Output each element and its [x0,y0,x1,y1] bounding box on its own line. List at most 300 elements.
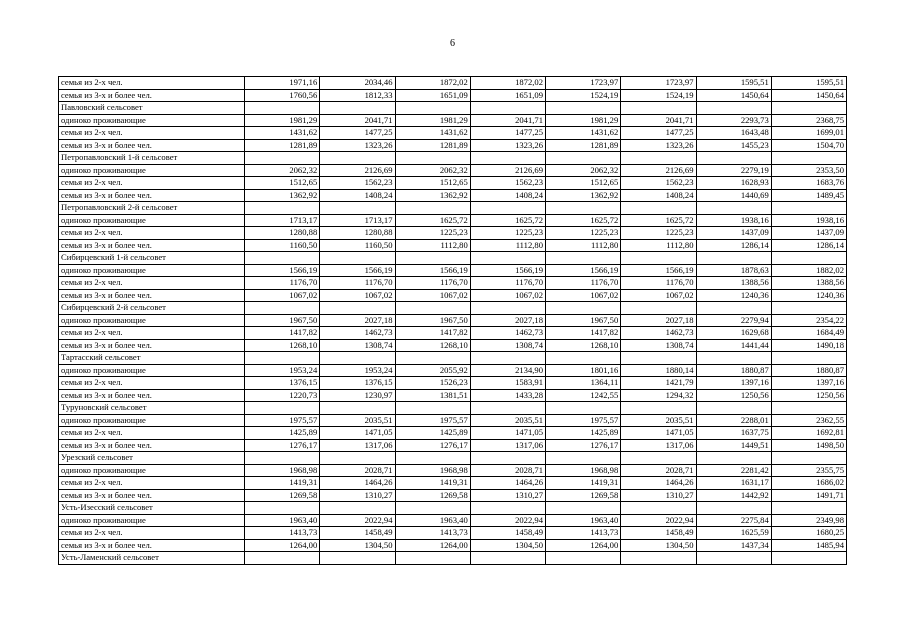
table-cell: 2126,69 [621,164,696,177]
table-cell: 1975,57 [546,414,621,427]
row-label: семья из 2-х чел. [59,277,245,290]
table-cell: 1225,23 [621,227,696,240]
table-row [59,89,847,102]
table-cell [395,202,470,215]
table-cell: 1276,17 [395,439,470,452]
row-label: семья из 2-х чел. [59,77,245,90]
table-cell: 1963,40 [546,514,621,527]
table-cell: 1637,75 [696,427,771,440]
table-cell [546,152,621,165]
table-cell: 1981,29 [395,114,470,127]
table-cell: 1419,31 [546,477,621,490]
table-cell [696,502,771,515]
section-row [59,402,847,415]
table-cell: 1376,15 [320,377,395,390]
table-cell [245,252,320,265]
table-cell: 2288,01 [696,414,771,427]
table-cell: 2027,18 [320,314,395,327]
table-cell: 1268,10 [546,339,621,352]
table-cell: 1176,70 [546,277,621,290]
table-cell: 1450,64 [696,89,771,102]
table-cell: 1878,63 [696,264,771,277]
table-cell: 1471,05 [320,427,395,440]
section-row [59,352,847,365]
table-cell [696,152,771,165]
table-cell: 1276,17 [245,439,320,452]
table-cell [470,552,545,565]
row-label: семья из 3-х и более чел. [59,439,245,452]
row-label: одиноко проживающие [59,264,245,277]
table-cell: 1462,73 [320,327,395,340]
table-cell [245,152,320,165]
table-cell: 1880,14 [621,364,696,377]
table-cell: 2355,75 [771,464,846,477]
table-cell: 2022,94 [470,514,545,527]
table-cell [771,202,846,215]
table-cell: 1264,00 [245,539,320,552]
table-cell: 1449,51 [696,439,771,452]
table-cell: 1455,23 [696,139,771,152]
table-cell [245,402,320,415]
table-cell: 1562,23 [621,177,696,190]
tariff-table [58,76,847,565]
table-row [59,164,847,177]
table-cell: 1408,24 [470,189,545,202]
table-cell: 2041,71 [320,114,395,127]
table-row [59,114,847,127]
table-cell: 1464,26 [470,477,545,490]
table-cell: 2293,73 [696,114,771,127]
table-cell: 1376,15 [245,377,320,390]
table-cell: 1464,26 [320,477,395,490]
table-cell: 1310,27 [320,489,395,502]
table-cell: 1281,89 [395,139,470,152]
table-cell: 2126,69 [470,164,545,177]
table-cell: 1176,70 [621,277,696,290]
table-cell [546,352,621,365]
table-cell: 1425,89 [395,427,470,440]
table-cell: 1512,65 [546,177,621,190]
row-label: семья из 3-х и более чел. [59,289,245,302]
table-cell [696,202,771,215]
table-cell: 1450,64 [771,89,846,102]
row-label: семья из 2-х чел. [59,427,245,440]
table-cell: 1458,49 [320,527,395,540]
table-cell: 1686,02 [771,477,846,490]
table-cell: 1595,51 [771,77,846,90]
table-cell: 2027,18 [621,314,696,327]
table-cell [320,352,395,365]
table-cell: 1975,57 [395,414,470,427]
section-label: Павловский сельсовет [59,102,245,115]
table-cell [771,302,846,315]
table-cell: 1566,19 [546,264,621,277]
table-cell: 2368,75 [771,114,846,127]
table-cell [621,302,696,315]
table-cell: 2279,94 [696,314,771,327]
table-cell: 1417,82 [546,327,621,340]
table-cell: 1477,25 [470,127,545,140]
table-cell [470,302,545,315]
table-cell [470,402,545,415]
table-cell: 1872,02 [470,77,545,90]
table-cell [546,502,621,515]
table-cell: 1512,65 [245,177,320,190]
table-cell: 1160,50 [245,239,320,252]
table-cell: 1388,56 [696,277,771,290]
table-cell [470,452,545,465]
table-cell: 1625,72 [546,214,621,227]
table-cell: 1442,92 [696,489,771,502]
row-label: семья из 2-х чел. [59,477,245,490]
table-cell [621,102,696,115]
section-row [59,552,847,565]
table-cell: 1308,74 [320,339,395,352]
table-cell: 1491,71 [771,489,846,502]
table-cell [546,202,621,215]
table-cell: 1067,02 [621,289,696,302]
table-cell: 1281,89 [546,139,621,152]
table-cell: 1112,80 [621,239,696,252]
table-cell [320,252,395,265]
table-cell: 1381,51 [395,389,470,402]
table-cell: 1308,74 [470,339,545,352]
table-cell: 1176,70 [245,277,320,290]
table-cell [395,502,470,515]
table-cell: 1981,29 [245,114,320,127]
table-cell: 1419,31 [395,477,470,490]
table-cell [696,252,771,265]
table-cell: 1276,17 [546,439,621,452]
table-cell: 2126,69 [320,164,395,177]
table-cell: 1250,56 [696,389,771,402]
table-cell: 1250,56 [771,389,846,402]
table-cell: 1323,26 [621,139,696,152]
table-cell [546,102,621,115]
table-cell [395,102,470,115]
table-cell: 1067,02 [245,289,320,302]
table-cell: 1413,73 [245,527,320,540]
table-cell: 1458,49 [621,527,696,540]
table-cell: 1882,02 [771,264,846,277]
table-cell: 1953,24 [245,364,320,377]
table-cell [245,502,320,515]
table-cell: 1433,28 [470,389,545,402]
table-row [59,489,847,502]
table-cell: 1971,16 [245,77,320,90]
table-row [59,539,847,552]
table-cell: 1176,70 [320,277,395,290]
table-cell: 1431,62 [245,127,320,140]
table-cell: 1264,00 [395,539,470,552]
row-label: одиноко проживающие [59,414,245,427]
table-body [59,77,847,565]
table-cell [470,352,545,365]
table-cell: 1625,72 [470,214,545,227]
table-cell: 1280,88 [245,227,320,240]
row-label: семья из 3-х и более чел. [59,489,245,502]
table-cell [771,252,846,265]
table-cell [320,302,395,315]
table-cell [320,102,395,115]
table-cell: 1498,50 [771,439,846,452]
table-cell: 2055,92 [395,364,470,377]
table-cell: 1699,01 [771,127,846,140]
table-cell: 1625,72 [621,214,696,227]
row-label: семья из 3-х и более чел. [59,339,245,352]
page-number: 6 [450,38,455,49]
table-cell: 1566,19 [245,264,320,277]
table-cell: 1067,02 [546,289,621,302]
table-cell: 1310,27 [621,489,696,502]
table-row [59,389,847,402]
table-cell: 1562,23 [470,177,545,190]
table-cell: 2022,94 [320,514,395,527]
row-label: семья из 3-х и более чел. [59,389,245,402]
table-cell [470,502,545,515]
table-cell: 1880,87 [696,364,771,377]
table-cell: 1651,09 [470,89,545,102]
table-cell: 1566,19 [320,264,395,277]
table-cell [621,352,696,365]
table-cell: 1683,76 [771,177,846,190]
table-cell: 1308,74 [621,339,696,352]
table-cell: 1489,45 [771,189,846,202]
table-cell: 1938,16 [771,214,846,227]
table-cell: 1264,00 [546,539,621,552]
table-cell: 1872,02 [395,77,470,90]
table-cell: 1760,56 [245,89,320,102]
table-cell: 2034,46 [320,77,395,90]
table-cell: 1462,73 [470,327,545,340]
table-cell: 2062,32 [395,164,470,177]
table-cell: 1286,14 [771,239,846,252]
table-cell: 1566,19 [470,264,545,277]
table-cell: 1176,70 [395,277,470,290]
table-row [59,239,847,252]
table-cell [470,152,545,165]
table-cell [470,252,545,265]
section-row [59,502,847,515]
table-row [59,427,847,440]
table-cell [621,402,696,415]
table-cell: 2134,90 [470,364,545,377]
row-label: одиноко проживающие [59,164,245,177]
table-cell: 1526,23 [395,377,470,390]
table-cell: 1425,89 [245,427,320,440]
table-cell: 1425,89 [546,427,621,440]
table-cell: 1471,05 [621,427,696,440]
table-row [59,139,847,152]
table-row [59,214,847,227]
table-cell: 1562,23 [320,177,395,190]
section-label: Туруновский сельсовет [59,402,245,415]
table-cell: 1631,17 [696,477,771,490]
table-cell: 1225,23 [395,227,470,240]
table-cell: 1504,70 [771,139,846,152]
table-cell: 1112,80 [470,239,545,252]
table-cell: 1317,06 [621,439,696,452]
table-cell: 1953,24 [320,364,395,377]
table-row [59,514,847,527]
table-cell [696,352,771,365]
table-cell: 1242,55 [546,389,621,402]
section-row [59,452,847,465]
row-label: семья из 2-х чел. [59,327,245,340]
table-cell [621,202,696,215]
table-cell: 1286,14 [696,239,771,252]
section-label: Урезский сельсовет [59,452,245,465]
table-cell: 1112,80 [546,239,621,252]
row-label: одиноко проживающие [59,314,245,327]
table-cell: 2281,42 [696,464,771,477]
table-cell: 1566,19 [395,264,470,277]
table-cell: 1583,91 [470,377,545,390]
table-row [59,477,847,490]
table-cell: 1413,73 [546,527,621,540]
table-cell: 1938,16 [696,214,771,227]
table-row [59,77,847,90]
table-cell: 1225,23 [470,227,545,240]
table-cell: 1437,09 [771,227,846,240]
row-label: семья из 3-х и более чел. [59,239,245,252]
table-cell [320,402,395,415]
table-cell: 1458,49 [470,527,545,540]
table-cell: 2062,32 [245,164,320,177]
table-cell: 1408,24 [621,189,696,202]
row-label: семья из 2-х чел. [59,227,245,240]
table-cell: 1397,16 [696,377,771,390]
table-cell: 1240,36 [696,289,771,302]
table-row [59,289,847,302]
table-row [59,439,847,452]
table-cell: 1317,06 [320,439,395,452]
table-cell: 2362,55 [771,414,846,427]
table-cell: 1512,65 [395,177,470,190]
table-cell: 1680,25 [771,527,846,540]
row-label: семья из 3-х и более чел. [59,189,245,202]
table-cell: 1417,82 [245,327,320,340]
table-cell: 1629,68 [696,327,771,340]
table-row [59,414,847,427]
table-cell [320,502,395,515]
table-cell: 2279,19 [696,164,771,177]
section-label: Петропавловский 2-й сельсовет [59,202,245,215]
table-cell: 1566,19 [621,264,696,277]
table-cell: 1269,58 [546,489,621,502]
table-cell: 2041,71 [470,114,545,127]
table-cell: 1362,92 [395,189,470,202]
table-cell: 1269,58 [395,489,470,502]
table-cell: 1477,25 [320,127,395,140]
table-cell: 2275,84 [696,514,771,527]
table-row [59,464,847,477]
table-cell: 2035,51 [621,414,696,427]
row-label: семья из 3-х и более чел. [59,89,245,102]
table-cell: 1310,27 [470,489,545,502]
table-cell [696,452,771,465]
table-cell: 1981,29 [546,114,621,127]
section-row [59,302,847,315]
table-cell: 1713,17 [320,214,395,227]
table-cell: 1304,50 [320,539,395,552]
table-cell: 1230,97 [320,389,395,402]
table-cell: 1968,98 [245,464,320,477]
row-label: семья из 2-х чел. [59,177,245,190]
table-cell: 1967,50 [395,314,470,327]
table-cell [245,452,320,465]
table-cell: 1524,19 [546,89,621,102]
table-row [59,527,847,540]
table-cell [771,552,846,565]
table-row [59,314,847,327]
table-row [59,189,847,202]
table-cell: 1625,72 [395,214,470,227]
table-cell: 2027,18 [470,314,545,327]
row-label: одиноко проживающие [59,214,245,227]
table-cell [696,302,771,315]
table-cell: 1441,44 [696,339,771,352]
table-cell: 1967,50 [245,314,320,327]
table-cell: 1801,16 [546,364,621,377]
table-cell: 1281,89 [245,139,320,152]
table-cell [395,252,470,265]
table-cell: 1692,81 [771,427,846,440]
table-cell: 2035,51 [320,414,395,427]
table-cell: 1240,36 [771,289,846,302]
table-cell [771,102,846,115]
table-cell: 1362,92 [546,189,621,202]
table-cell [470,102,545,115]
table-cell: 1112,80 [395,239,470,252]
section-row [59,102,847,115]
table-cell [395,152,470,165]
table-cell: 2062,32 [546,164,621,177]
table-cell: 2035,51 [470,414,545,427]
table-cell: 1485,94 [771,539,846,552]
table-cell [621,452,696,465]
table-row [59,339,847,352]
table-cell: 1477,25 [621,127,696,140]
table-cell: 1268,10 [395,339,470,352]
row-label: одиноко проживающие [59,364,245,377]
table-cell: 1651,09 [395,89,470,102]
table-cell: 1684,49 [771,327,846,340]
table-cell [621,252,696,265]
table-cell: 1317,06 [470,439,545,452]
section-label: Петропавловский 1-й сельсовет [59,152,245,165]
table-row [59,327,847,340]
table-cell: 1176,70 [470,277,545,290]
row-label: одиноко проживающие [59,514,245,527]
table-cell: 1067,02 [470,289,545,302]
table-cell: 1268,10 [245,339,320,352]
table-cell: 1269,58 [245,489,320,502]
table-cell: 1417,82 [395,327,470,340]
table-cell: 2041,71 [621,114,696,127]
table-cell: 1388,56 [771,277,846,290]
table-cell [696,552,771,565]
table-cell: 1440,69 [696,189,771,202]
table-cell [546,402,621,415]
table-cell [245,302,320,315]
table-row [59,177,847,190]
table-cell: 2028,71 [470,464,545,477]
section-label: Сибирцевский 1-й сельсовет [59,252,245,265]
table-cell: 1713,17 [245,214,320,227]
table-cell: 1067,02 [395,289,470,302]
table-cell [245,352,320,365]
